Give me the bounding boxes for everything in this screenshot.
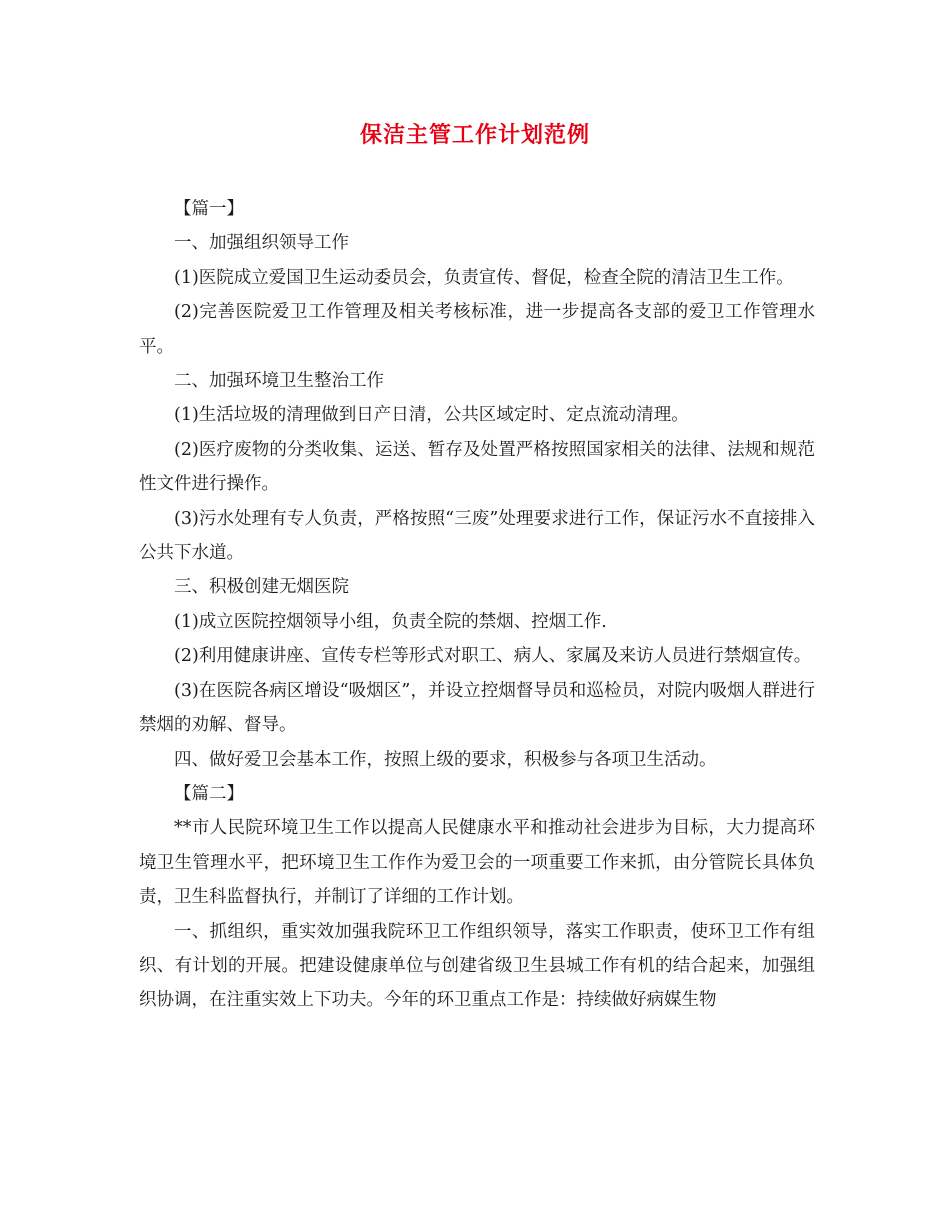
paragraph: (1)生活垃圾的清理做到日产日清，公共区域定时、定点流动清理。 (174, 405, 689, 426)
paragraph: (1)医院成立爱国卫生运动委员会，负责宣传、督促，检查全院的清洁卫生工作。 (174, 267, 794, 288)
heading-smoke-free-hospital: 三、积极创建无烟医院 (174, 577, 349, 598)
section-heading-part-two: 【篇二】 (174, 783, 244, 804)
heading-basic-work: 四、做好爱卫会基本工作，按照上级的要求，积极参与各项卫生活动。 (174, 749, 717, 770)
heading-environment-sanitation: 二、加强环境卫生整治工作 (174, 371, 384, 392)
paragraph: **市人民院环境卫生工作以提高人民健康水平和推动社会进步为目标，大力提高环境卫生管理水平，把环境卫生工作作为爱卫会的一项重要工作来抓，由分管院长具体负责，卫生科监督执行，并制订了详细的工作计划。 (139, 818, 815, 908)
document-title: 保洁主管工作计划范例 (359, 122, 590, 148)
document-body (139, 192, 815, 1018)
paragraph: (1)成立医院控烟领导小组，负责全院的禁烟、控烟工作. (174, 611, 607, 632)
paragraph: (2)完善医院爱卫工作管理及相关考核标准，进一步提高各支部的爱卫工作管理水平。 (139, 302, 815, 357)
paragraph: (2)医疗废物的分类收集、运送、暂存及处置严格按照国家相关的法律、法规和规范性文件进行操作。 (139, 439, 815, 495)
paragraph: (3)在医院各病区增设“吸烟区”，并设立控烟督导员和巡检员，对院内吸烟人群进行禁烟的劝解、督导。 (139, 680, 815, 736)
paragraph: (3)污水处理有专人负责，严格按照“三废”处理要求进行工作，保证污水不直接排入公共下水道。 (139, 508, 815, 564)
section-heading-part-one: 【篇一】 (174, 199, 244, 219)
paragraph: 一、抓组织，重实效加强我院环卫工作组织领导，落实工作职责，使环卫工作有组织、有计划的开展。把建设健康单位与创建省级卫生县城工作有机的结合起来，加强组织协调，在注重实效上下功夫。今年的环卫重点工作是：持续做好病媒生物 (139, 921, 815, 1011)
paragraph: (2)利用健康讲座、宣传专栏等形式对职工、病人、家属及来访人员进行禁烟宣传。 (174, 646, 812, 667)
heading-organization-leadership: 一、加强组织领导工作 (174, 233, 349, 254)
